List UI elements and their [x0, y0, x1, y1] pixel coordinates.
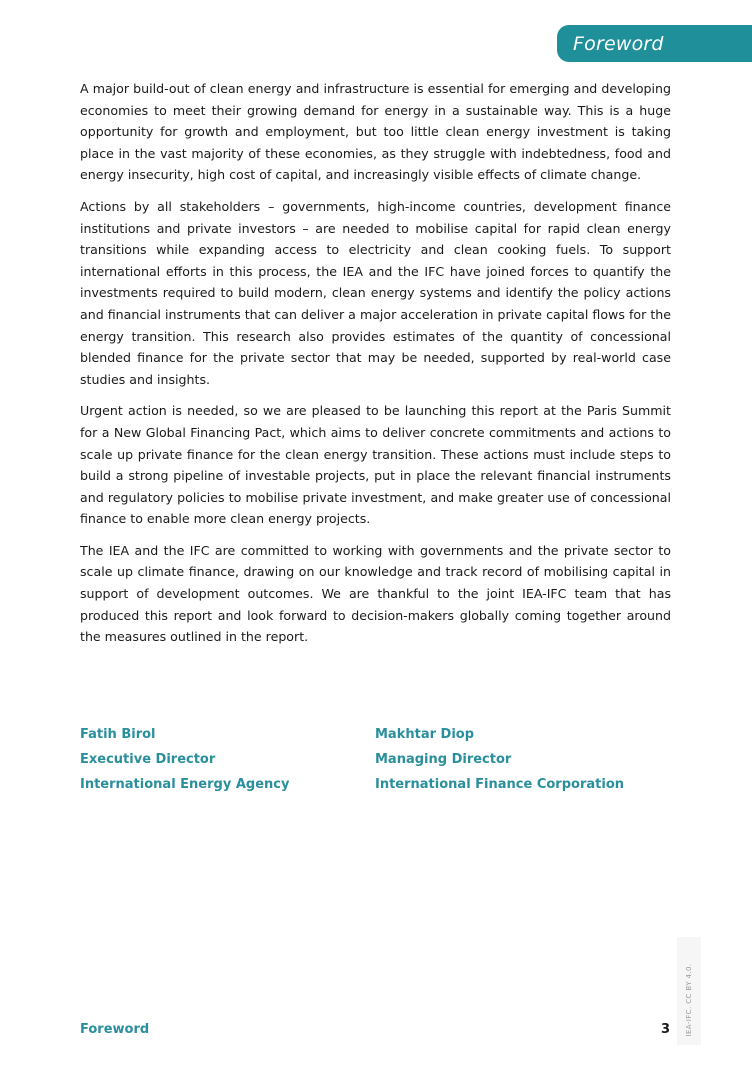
- paragraph-3: Urgent action is needed, so we are pleased to be launching this report at the Paris Summit for a New Global Financing Pact, which aims to deliver concrete commitments and actions to scale up private finance for the clean energy transition. These actions must include steps to build a strong pipeline of investable projects, put in place the relevant financial instruments and regulatory policies to mobilise private investment, and make greater use of concessional finance to enable more clean energy projects.: [80, 403, 671, 527]
- signatory-title: Executive Director: [80, 752, 216, 767]
- signatory-title: Managing Director: [375, 752, 512, 767]
- foreword-body: [80, 78, 671, 658]
- signature-left: [80, 722, 289, 797]
- page-number: 3: [661, 1022, 671, 1037]
- section-header-title: Foreword: [573, 32, 664, 55]
- signatory-name: Fatih Birol: [80, 727, 156, 742]
- section-header-tab: [557, 25, 752, 62]
- signature-right: [375, 722, 624, 797]
- paragraph-4: The IEA and the IFC are committed to working with governments and the private sector to scale up climate finance, drawing on our knowledge and track record of mobilising capital in support of development outcomes. We are thankful to the joint IEA-IFC team that has produced this report and look forward to decision-makers globally coming together around the measures outlined in the report.: [80, 542, 671, 645]
- license-note: IEA-IFC. CC BY 4.0.: [685, 963, 693, 1037]
- footer-section-title: Foreword: [80, 1022, 150, 1037]
- signatory-organization: International Energy Agency: [80, 777, 290, 792]
- paragraph-2: Actions by all stakeholders – governments, high-income countries, development finance institutions and private investors – are needed to mobilise capital for rapid clean energy transitions while expanding access to electricity and clean cooking fuels. To support international efforts in this process, the IEA and the IFC have joined forces to quantify the investments required to build modern, clean energy systems and identify the policy actions and financial instruments that can deliver a major acceleration in private capital flows for the energy transition. This research also provides estimates of the quantity of concessional blended finance for the private sector that may be needed, supported by real-world case studies and insights.: [80, 198, 671, 387]
- paragraph-1: A major build-out of clean energy and infrastructure is essential for emerging and developing economies to meet their growing demand for energy in a sustainable way. This is a huge opportunity for growth and employment, but too little clean energy investment is taking place in the vast majority of these economies, as they struggle with indebtedness, food and energy insecurity, high cost of capital, and increasingly visible effects of climate change.: [80, 81, 671, 183]
- signatory-organization: International Finance Corporation: [375, 777, 624, 792]
- signatory-name: Makhtar Diop: [375, 727, 475, 742]
